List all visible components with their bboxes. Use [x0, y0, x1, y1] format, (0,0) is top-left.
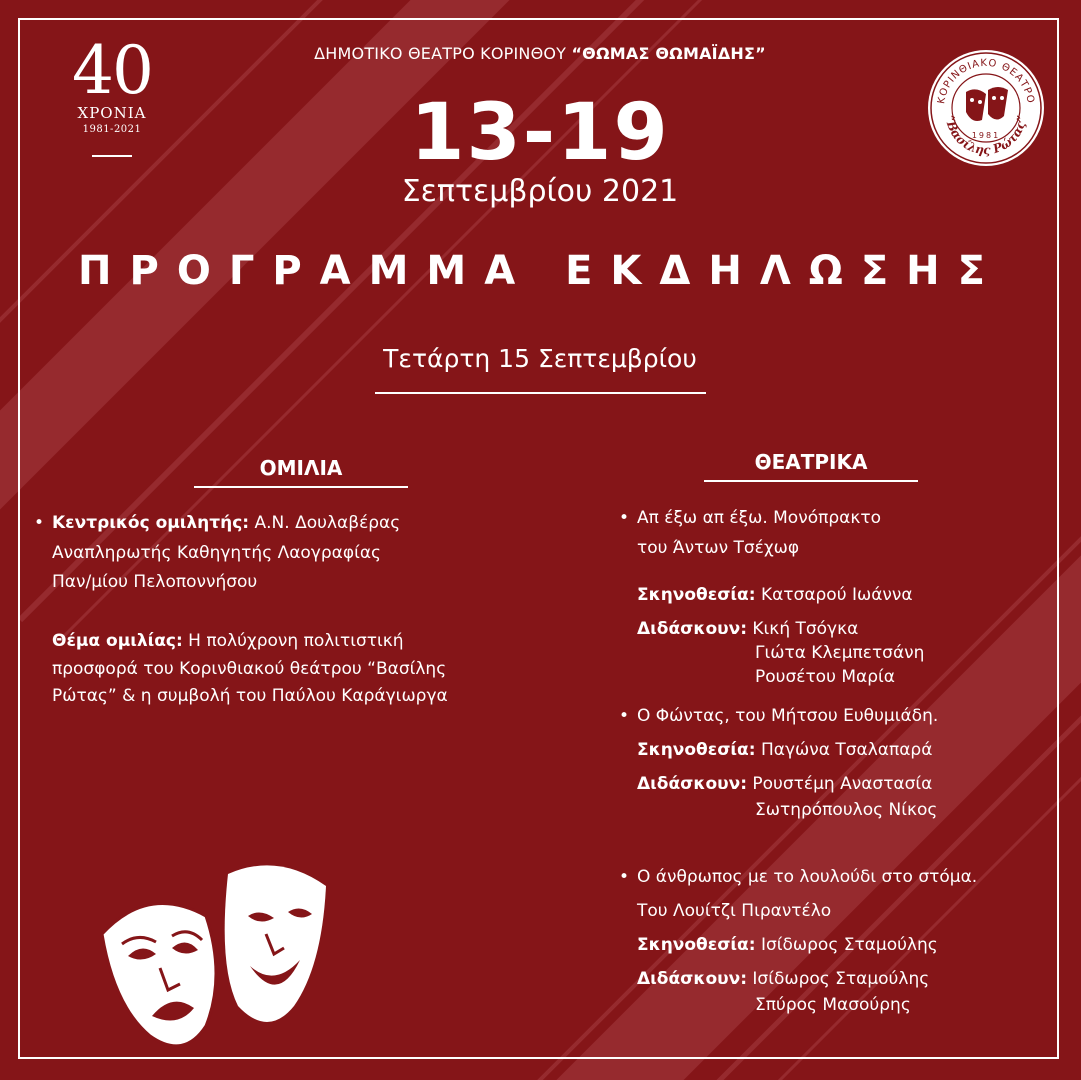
speaker-label: Κεντρικός ομιλητής:	[52, 513, 250, 533]
topic-detail: προσφορά του Κορινθιακού θεάτρου “Βασίλης	[52, 659, 447, 679]
theatre-name	[200, 44, 880, 63]
director-name: Ισίδωρος Σταμούλης	[755, 935, 938, 955]
play-title: • Ο Φώντας, του Μήτσου Ευθυμιάδη.	[637, 706, 938, 726]
speaker-detail: Παν/μίου Πελοποννήσου	[52, 572, 258, 592]
director-label: Σκηνοθεσία:	[637, 740, 756, 760]
anniversary-divider	[92, 155, 132, 157]
anniversary-word: ΧΡΟΝΙΑ	[77, 104, 147, 122]
speaker-detail: Αναπληρωτής Καθηγητής Λαογραφίας	[52, 543, 382, 563]
program-title: ΠΡΟΓΡΑΜΜΑ ΕΚΔΗΛΩΣΗΣ	[78, 248, 1003, 294]
topic-text: Η πολύχρονη πολιτιστική	[182, 631, 404, 651]
topic-line	[52, 631, 404, 651]
play-title: • Απ έξω απ έξω. Μονόπρακτο	[637, 508, 881, 528]
theatre-masks-icon	[98, 856, 334, 1056]
theatre-prefix: ΔΗΜΟΤΙΚΟ ΘΕΑΤΡΟ ΚΟΡΙΝΘΟΥ	[314, 44, 567, 63]
play-director	[637, 585, 913, 605]
cast-label: Διδάσκουν:	[637, 969, 747, 989]
theatre-title: “ΘΩΜΑΣ ΘΩΜΑΪΔΗΣ”	[571, 44, 766, 63]
cast-label: Διδάσκουν:	[637, 619, 747, 639]
director-label: Σκηνοθεσία:	[637, 585, 756, 605]
event-dates: 13-19	[410, 88, 670, 178]
speaker-line	[52, 513, 400, 533]
topic-label: Θέμα ομιλίας:	[52, 631, 183, 651]
cast-member: Σπύρος Μασούρης	[755, 995, 911, 1015]
anniversary-badge	[52, 32, 172, 157]
director-name: Κατσαρού Ιωάννα	[755, 585, 913, 605]
cast-member: Σωτηρόπουλος Νίκος	[755, 800, 938, 820]
seal-bottom-text: “Βασίλης Ρώτας”	[942, 114, 1030, 158]
topic-detail: Ρώτας” & η συμβολή του Παύλου Καράγιωργα	[52, 686, 448, 706]
play-title: • Ο άνθρωπος με το λουλούδι στο στόμα.	[637, 867, 977, 887]
cast-member: Κική Τσόγκα	[747, 619, 859, 639]
cast-label: Διδάσκουν:	[637, 774, 747, 794]
seal-top-text: ΚΟΡΙΝΘΙΑΚΟ ΘΕΑΤΡΟ	[936, 57, 1036, 105]
play-title: του Άντων Τσέχωφ	[637, 538, 800, 558]
plays-heading: ΘΕΑΤΡΙΚΑ	[754, 450, 868, 474]
play-director	[637, 740, 932, 760]
event-day: Τετάρτη 15 Σεπτεμβρίου	[383, 344, 697, 373]
day-underline	[375, 392, 706, 394]
play-cast	[637, 969, 929, 989]
play-title: Του Λουίτζι Πιραντέλο	[637, 901, 832, 921]
talk-underline	[194, 486, 408, 488]
plays-underline	[704, 480, 918, 482]
cast-member: Ισίδωρος Σταμούλης	[747, 969, 930, 989]
cast-member: Ρουστέμη Αναστασία	[747, 774, 933, 794]
director-label: Σκηνοθεσία:	[637, 935, 756, 955]
play-director	[637, 935, 938, 955]
theatre-seal-logo	[924, 46, 1048, 170]
talk-heading: ΟΜΙΛΙΑ	[259, 456, 343, 480]
seal-year: 1981	[971, 131, 1001, 140]
play-cast	[637, 619, 858, 639]
event-month-year: Σεπτεμβρίου 2021	[401, 174, 679, 209]
cast-member: Γιώτα Κλεμπετσάνη	[755, 643, 925, 663]
anniversary-years: 1981-2021	[82, 124, 142, 135]
speaker-name: Α.Ν. Δουλαβέρας	[249, 513, 401, 533]
anniversary-number: 40	[72, 32, 152, 109]
play-cast	[637, 774, 932, 794]
cast-member: Ρουσέτου Μαρία	[755, 667, 895, 687]
director-name: Παγώνα Τσαλαπαρά	[755, 740, 933, 760]
